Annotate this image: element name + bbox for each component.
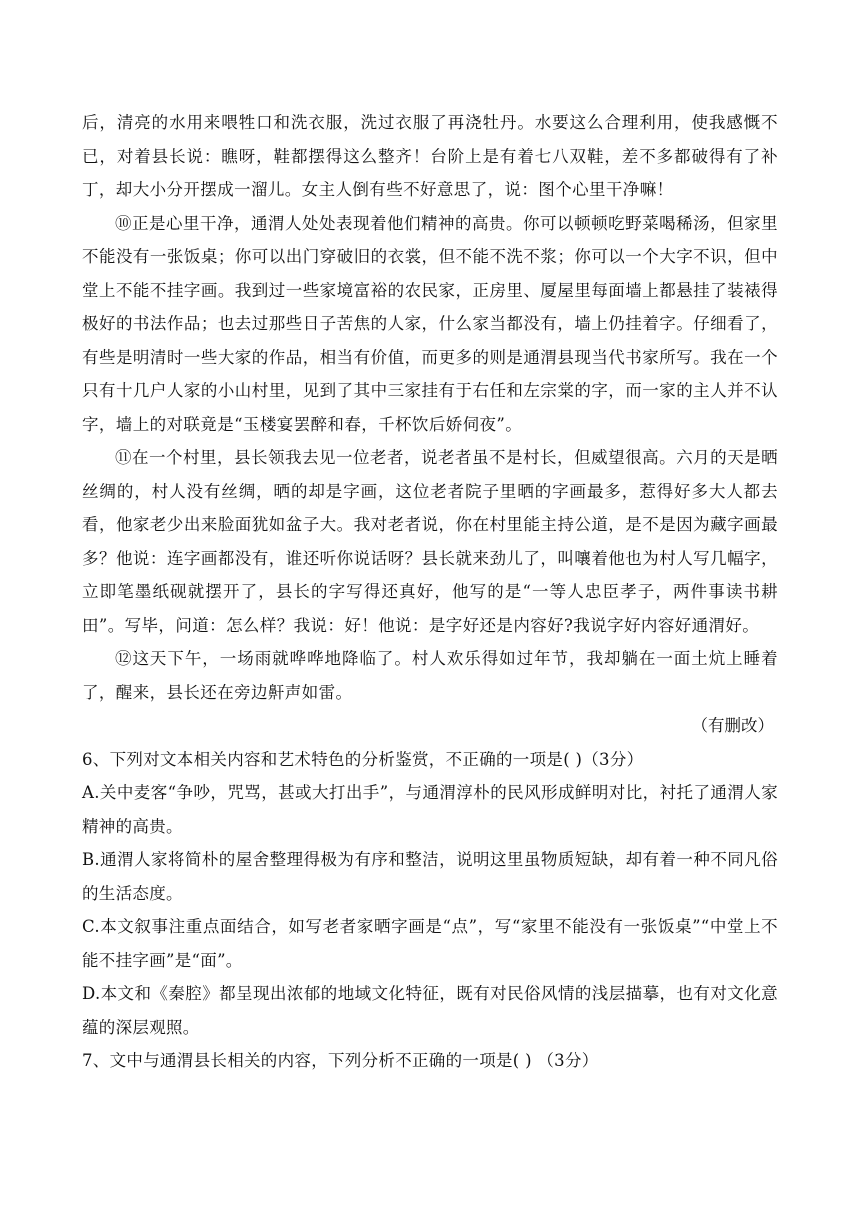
source-note: （有删改） [691,716,774,735]
option-b: B.通渭人家将简朴的屋舍整理得极为有序和整洁，说明这里虽物质短缺，却有着一种不同凡俗的生活态度。 [82,850,778,903]
question-stem: 6、下列对文本相关内容和艺术特色的分析鉴赏，不正确的一项是( )（3分） [82,749,644,769]
document-page [82,106,778,1078]
question-6 [82,743,778,1045]
option-a: A.关中麦客“争吵，咒骂，甚或大打出手”，与通渭淳朴的民风形成鲜明对比，衬托了通渭人家精神的高贵。 [82,783,778,836]
passage-paragraph-11: ⑪在一个村里，县长领我去见一位老者，说老者虽不是村长，但威望很高。六月的天是晒丝绸的，村人没有丝绸，晒的却是字画，这位老者院子里晒的字画最多，惹得好多大人都去看，他家老少出来脸面犹如盆子大。我对老者说，你在村里能主持公道，是不是因为藏字画最多？他说：连字画都没有，谁还听你说话呀？县长就来劲儿了，叫嚷着他也为村人写几幅字，立即笔墨纸砚就摆开了，县长的字写得还真好，他写的是“一等人忠臣孝子，两件事读书耕田”。写毕，问道：怎么样？我说：好！他说：是字好还是内容好?我说字好内容好通渭好。 [82,448,778,635]
passage-paragraph-10: ⑩正是心里干净，通渭人处处表现着他们精神的高贵。你可以顿顿吃野菜喝稀汤，但家里不能没有一张饭桌；你可以出门穿破旧的衣裳，但不能不洗不浆；你可以一个大字不识，但中堂上不能不挂字画。我到过一些家境富裕的农民家，正房里、厦屋里每面墙上都悬挂了装裱得极好的书法作品；也去过那些日子苦焦的人家，什么家当都没有，墙上仍挂着字。仔细看了，有些是明清时一些大家的作品，相当有价值，而更多的则是通渭县现当代书家所写。我在一个只有十几户人家的小山村里，见到了其中三家挂有于右任和左宗棠的字，而一家的主人并不认字，墙上的对联竟是“玉楼宴罢醉和春，千杯饮后娇伺夜”。 [82,213,778,434]
option-d: D.本文和《秦腔》都呈现出浓郁的地域文化特征，既有对民俗风情的浅层描摹，也有对文化意蕴的深层观照。 [82,984,778,1037]
passage-paragraph-12: ⑫这天下午，一场雨就哗哗地降临了。村人欢乐得如过年节，我却躺在一面土炕上睡着了，醒来，县长还在旁边鼾声如雷。 [82,649,778,702]
question-7 [82,1044,778,1078]
question-stem: 7、文中与通渭县长相关的内容，下列分析不正确的一项是( ) （3分） [82,1051,599,1070]
passage-continuation: 后，清亮的水用来喂牲口和洗衣服，洗过衣服了再浇牡丹。水要这么合理利用，使我感慨不已，对着县长说：瞧呀，鞋都摆得这么整齐！台阶上是有着七八双鞋，差不多都破得有了补丁，却大小分开摆成一溜儿。女主人倒有些不好意思了，说：图个心里干净嘛！ [82,113,778,199]
option-c: C.本文叙事注重点面结合，如写老者家晒字画是“点”，写“家里不能没有一张饭桌”“中堂上不能不挂字画”是“面”。 [82,917,778,970]
